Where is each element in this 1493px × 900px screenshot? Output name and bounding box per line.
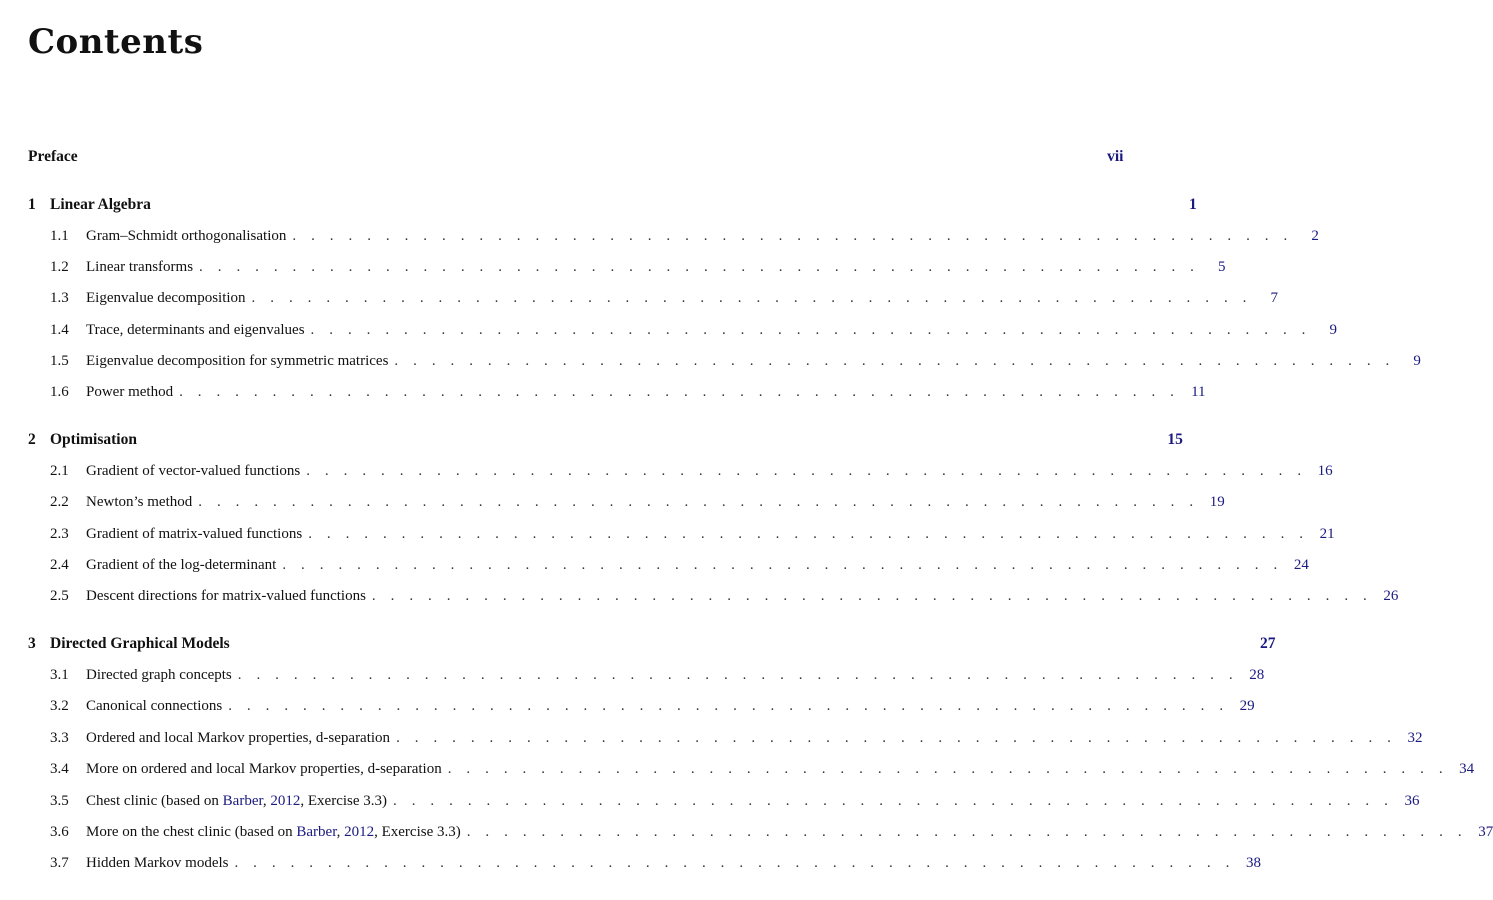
toc-section-title[interactable]: Descent directions for matrix-valued functions	[86, 588, 366, 604]
toc-section-3-3[interactable]	[28, 730, 1423, 747]
toc-section-title[interactable]: Power method	[86, 384, 174, 400]
toc-page-number[interactable]: 38	[1245, 855, 1261, 871]
toc-section-number: 1.5	[50, 353, 69, 369]
toc-section-number: 2.5	[50, 588, 69, 604]
toc-section-number: 1.1	[50, 228, 69, 244]
toc-section-title[interactable]: Trace, determinants and eigenvalues	[86, 322, 305, 338]
toc-section-title[interactable]: Canonical connections	[86, 698, 223, 714]
toc-page-number[interactable]: 21	[1319, 526, 1335, 542]
toc-section-number: 3.4	[50, 761, 69, 777]
toc-section-title[interactable]: Gram–Schmidt orthogonalisation	[86, 228, 287, 244]
dot-leader: . . . . . . . . . . . . . . . . . . . . . . . . . . . . . . . . . . . . . . . . . . . . . . . . . . . . . .	[394, 353, 1395, 369]
toc-section-title-text: Chest clinic	[86, 793, 158, 809]
toc-page-number[interactable]: vii	[1107, 148, 1124, 165]
dot-leader: . . . . . . . . . . . . . . . . . . . . . . . . . . . . . . . . . . . . . . . . . . . . . . . . . . . . . .	[310, 322, 1311, 338]
toc-page-number[interactable]: 7	[1270, 290, 1278, 306]
toc-page-number[interactable]: 36	[1404, 793, 1420, 809]
toc-page-number[interactable]: 27	[1260, 635, 1276, 652]
toc-section-number: 3.7	[50, 855, 69, 871]
toc-entry-preface[interactable]	[28, 148, 1124, 166]
dot-leader: . . . . . . . . . . . . . . . . . . . . . . . . . . . . . . . . . . . . . . . . . . . . . . . . . . . . . .	[228, 698, 1229, 714]
toc-section-2-5[interactable]	[28, 588, 1399, 605]
toc-section-1-1[interactable]	[28, 228, 1319, 245]
toc-page-number[interactable]: 5	[1218, 259, 1226, 275]
toc-section-3-4[interactable]	[28, 761, 1475, 778]
toc-chapter-2[interactable]	[28, 431, 1183, 449]
toc-page-number[interactable]: 29	[1239, 698, 1255, 714]
toc-page-number[interactable]: 19	[1209, 494, 1225, 510]
dot-leader: . . . . . . . . . . . . . . . . . . . . . . . . . . . . . . . . . . . . . . . . . . . . . . . . . . . . . .	[251, 290, 1252, 306]
toc-section-title[interactable]: Hidden Markov models	[86, 855, 229, 871]
toc-page-number[interactable]: 16	[1317, 463, 1333, 479]
citation-year-link[interactable]: 2012	[344, 824, 375, 840]
toc-page-number[interactable]: 32	[1407, 730, 1423, 746]
toc-section-2-1[interactable]	[28, 463, 1333, 480]
toc-page-number[interactable]: 1	[1188, 196, 1197, 213]
toc-chapter-title[interactable]: Linear Algebra	[50, 196, 151, 213]
toc-section-number: 2.3	[50, 526, 69, 542]
toc-section-number: 3.5	[50, 793, 69, 809]
toc-page-number[interactable]: 34	[1459, 761, 1475, 777]
toc-section-number: 2.1	[50, 463, 69, 479]
toc-page-number[interactable]: 11	[1191, 384, 1206, 400]
toc-section-title[interactable]: Linear transforms	[86, 259, 194, 275]
toc-page-number[interactable]: 26	[1383, 588, 1399, 604]
toc-section-title[interactable]: More on ordered and local Markov properties, d-separation	[86, 761, 442, 777]
toc-chapter-number: 3	[28, 635, 36, 652]
toc-section-1-5[interactable]	[28, 353, 1421, 370]
page-title: Contents	[28, 22, 204, 62]
toc-section-number: 3.1	[50, 667, 69, 683]
dot-leader: . . . . . . . . . . . . . . . . . . . . . . . . . . . . . . . . . . . . . . . . . . . . . . . . . . . . . .	[396, 730, 1397, 746]
toc-entry-title[interactable]: Preface	[28, 148, 78, 165]
dot-leader: . . . . . . . . . . . . . . . . . . . . . . . . . . . . . . . . . . . . . . . . . . . . . . . . . . . . . .	[199, 259, 1200, 275]
toc-page-number[interactable]: 9	[1413, 353, 1421, 369]
dot-leader: . . . . . . . . . . . . . . . . . . . . . . . . . . . . . . . . . . . . . . . . . . . . . . . . . . . . . .	[237, 667, 1239, 683]
dot-leader: . . . . . . . . . . . . . . . . . . . . . . . . . . . . . . . . . . . . . . . . . . . . . . . . . . . . . .	[282, 557, 1283, 573]
toc-section-1-3[interactable]	[28, 290, 1278, 307]
toc-section-number: 2.2	[50, 494, 69, 510]
toc-section-3-7[interactable]	[28, 855, 1261, 872]
toc-section-title[interactable]: Eigenvalue decomposition	[86, 290, 246, 306]
toc-section-2-2[interactable]	[28, 494, 1225, 511]
toc-section-1-2[interactable]	[28, 259, 1226, 276]
toc-section-3-1[interactable]	[28, 667, 1265, 684]
toc-page-number[interactable]: 37	[1478, 824, 1493, 840]
dot-leader: . . . . . . . . . . . . . . . . . . . . . . . . . . . . . . . . . . . . . . . . . . . . . . . . . . . . . .	[292, 228, 1293, 244]
toc-section-number: 3.3	[50, 730, 69, 746]
toc-chapter-title[interactable]: Directed Graphical Models	[50, 635, 230, 652]
toc-section-title[interactable]: Gradient of vector-valued functions	[86, 463, 301, 479]
toc-page-number[interactable]: 9	[1329, 322, 1337, 338]
toc-section-title[interactable]: Gradient of the log-determinant	[86, 557, 277, 573]
dot-leader: . . . . . . . . . . . . . . . . . . . . . . . . . . . . . . . . . . . . . . . . . . . . . . . . . . . . . .	[308, 526, 1309, 542]
toc-page-number[interactable]: 28	[1249, 667, 1265, 683]
toc-section-title[interactable]: Eigenvalue decomposition for symmetric matrices	[86, 353, 389, 369]
toc-page-number[interactable]: 24	[1293, 557, 1309, 573]
toc-section-2-4[interactable]	[28, 557, 1309, 574]
citation-suffix: , Exercise 3.3)	[300, 793, 388, 809]
toc-page-number[interactable]: 2	[1311, 228, 1319, 244]
citation-prefix: (based on	[230, 824, 297, 840]
toc-section-1-4[interactable]	[28, 322, 1337, 339]
toc-chapter-number: 1	[28, 196, 36, 213]
toc-section-number: 1.2	[50, 259, 69, 275]
toc-chapter-1[interactable]	[28, 196, 1197, 214]
dot-leader: . . . . . . . . . . . . . . . . . . . . . . . . . . . . . . . . . . . . . . . . . . . . . . . . . . . . . .	[306, 463, 1307, 479]
toc-section-title-text: More on the chest clinic	[86, 824, 231, 840]
toc-section-title[interactable]	[86, 824, 467, 841]
toc-section-title[interactable]: Directed graph concepts	[86, 667, 232, 683]
toc-section-title[interactable]: Gradient of matrix-valued functions	[86, 526, 303, 542]
toc-chapter-3[interactable]	[28, 635, 1276, 653]
dot-leader: . . . . . . . . . . . . . . . . . . . . . . . . . . . . . . . . . . . . . . . . . . . . . . . . . . . . . .	[198, 494, 1199, 510]
toc-section-number: 2.4	[50, 557, 69, 573]
citation-author-link[interactable]: Barber	[222, 793, 263, 809]
citation-separator: ,	[262, 793, 271, 809]
citation-separator: ,	[336, 824, 345, 840]
citation-suffix: , Exercise 3.3)	[374, 824, 461, 840]
toc-section-title[interactable]	[86, 793, 393, 810]
toc-section-3-2[interactable]	[28, 698, 1255, 715]
dot-leader: . . . . . . . . . . . . . . . . . . . . . . . . . . . . . . . . . . . . . . . . . . . . . . . . . . . . . .	[179, 384, 1180, 400]
toc-section-2-3[interactable]	[28, 526, 1335, 543]
toc-section-number: 1.6	[50, 384, 69, 400]
toc-section-title[interactable]: Ordered and local Markov properties, d-separation	[86, 730, 391, 746]
toc-section-3-5[interactable]	[28, 793, 1420, 810]
toc-page-number[interactable]: 15	[1167, 431, 1183, 448]
dot-leader: . . . . . . . . . . . . . . . . . . . . . . . . . . . . . . . . . . . . . . . . . . . . . . . . . . . . . .	[234, 855, 1235, 871]
toc-section-number: 1.4	[50, 322, 69, 338]
citation-prefix: (based on	[157, 793, 223, 809]
toc-section-1-6[interactable]	[28, 384, 1206, 401]
dot-leader: . . . . . . . . . . . . . . . . . . . . . . . . . . . . . . . . . . . . . . . . . . . . . . . . . . . . . .	[371, 588, 1373, 604]
toc-section-3-6[interactable]	[28, 824, 1493, 841]
citation-year-link[interactable]: 2012	[270, 793, 301, 809]
dot-leader: . . . . . . . . . . . . . . . . . . . . . . . . . . . . . . . . . . . . . . . . . . . . . . . . . . . . . .	[466, 824, 1468, 840]
toc-section-number: 3.6	[50, 824, 69, 840]
toc-chapter-title[interactable]: Optimisation	[50, 431, 137, 448]
dot-leader: . . . . . . . . . . . . . . . . . . . . . . . . . . . . . . . . . . . . . . . . . . . . . . . . . . . . . .	[447, 761, 1449, 777]
toc-section-number: 1.3	[50, 290, 69, 306]
dot-leader: . . . . . . . . . . . . . . . . . . . . . . . . . . . . . . . . . . . . . . . . . . . . . . . . . . . . . .	[393, 793, 1394, 809]
citation-author-link[interactable]: Barber	[296, 824, 337, 840]
toc-chapter-number: 2	[28, 431, 36, 448]
toc-section-number: 3.2	[50, 698, 69, 714]
toc-section-title[interactable]: Newton’s method	[86, 494, 193, 510]
